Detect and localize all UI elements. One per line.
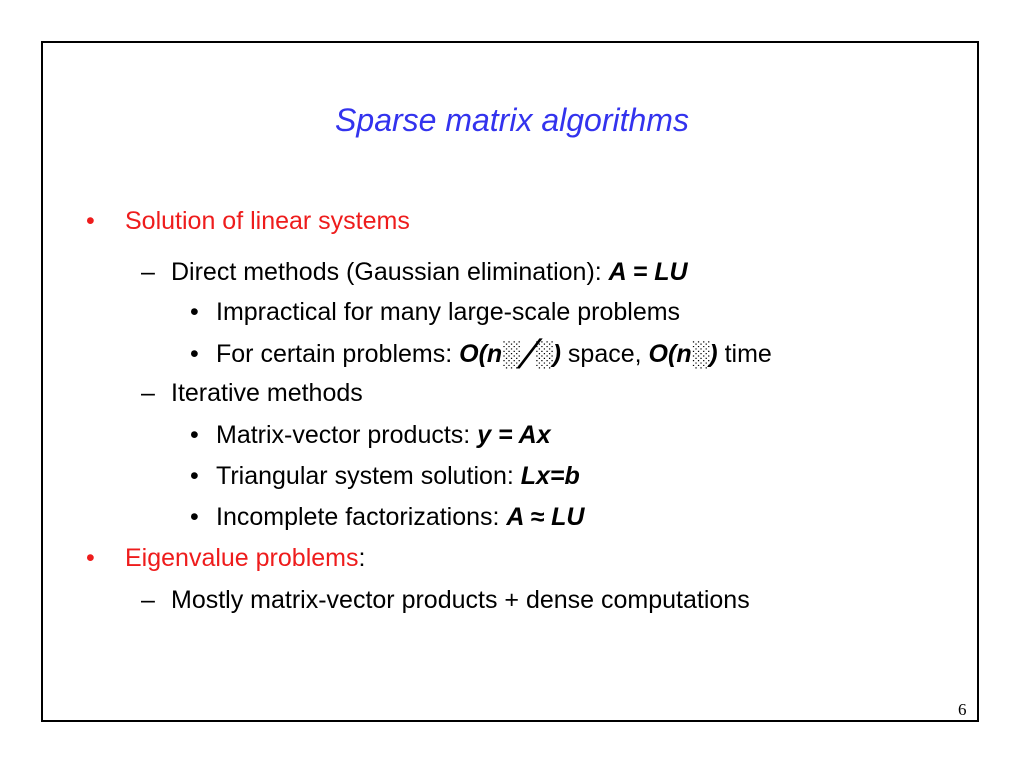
- matrix-vector-text: Matrix-vector products:: [216, 421, 478, 449]
- item-certain-problems: [216, 338, 772, 370]
- bullet-marker: •: [86, 544, 95, 572]
- dash-marker: –: [141, 586, 155, 614]
- time-complexity-formula: O(n░): [648, 340, 718, 368]
- item-impractical: Impractical for many large-scale problems: [216, 298, 681, 326]
- direct-methods-text: Direct methods (Gaussian elimination):: [171, 258, 609, 286]
- bullet-eigenvalue-problems: [125, 542, 365, 574]
- direct-methods-formula: A = LU: [608, 258, 688, 286]
- sub-bullet-marker: •: [190, 340, 199, 368]
- item-direct-methods: [171, 256, 688, 288]
- matrix-vector-formula: y = Ax: [477, 421, 551, 449]
- item-matrix-vector: [216, 419, 551, 451]
- incomplete-text: Incomplete factorizations:: [216, 503, 507, 531]
- sub-bullet-marker: •: [190, 462, 199, 490]
- page-number: 6: [958, 700, 967, 719]
- item-mostly-matrix-vector: Mostly matrix-vector products + dense computations: [171, 586, 750, 614]
- sub-bullet-marker: •: [190, 421, 199, 449]
- bullet-solution-of-linear-systems: Solution of linear systems: [125, 207, 410, 235]
- dash-marker: –: [141, 258, 155, 286]
- sub-bullet-marker: •: [190, 298, 199, 326]
- incomplete-formula: A ≈ LU: [506, 503, 585, 531]
- certain-problems-text: For certain problems:: [216, 340, 460, 368]
- slide-title: Sparse matrix algorithms: [335, 102, 689, 138]
- eigenvalue-text: Eigenvalue problems: [125, 544, 359, 572]
- eigenvalue-colon: :: [358, 544, 366, 572]
- triangular-text: Triangular system solution:: [216, 462, 521, 490]
- sub-bullet-marker: •: [190, 503, 199, 531]
- item-incomplete-factorizations: [216, 501, 585, 533]
- item-iterative-methods: Iterative methods: [171, 379, 363, 407]
- bullet-marker: •: [86, 207, 95, 235]
- triangular-formula: Lx=b: [520, 462, 580, 490]
- space-complexity-formula: O(n░╱░): [459, 340, 561, 368]
- dash-marker: –: [141, 379, 155, 407]
- space-label: space,: [560, 340, 649, 368]
- time-label: time: [717, 340, 772, 368]
- item-triangular-system: [216, 460, 580, 492]
